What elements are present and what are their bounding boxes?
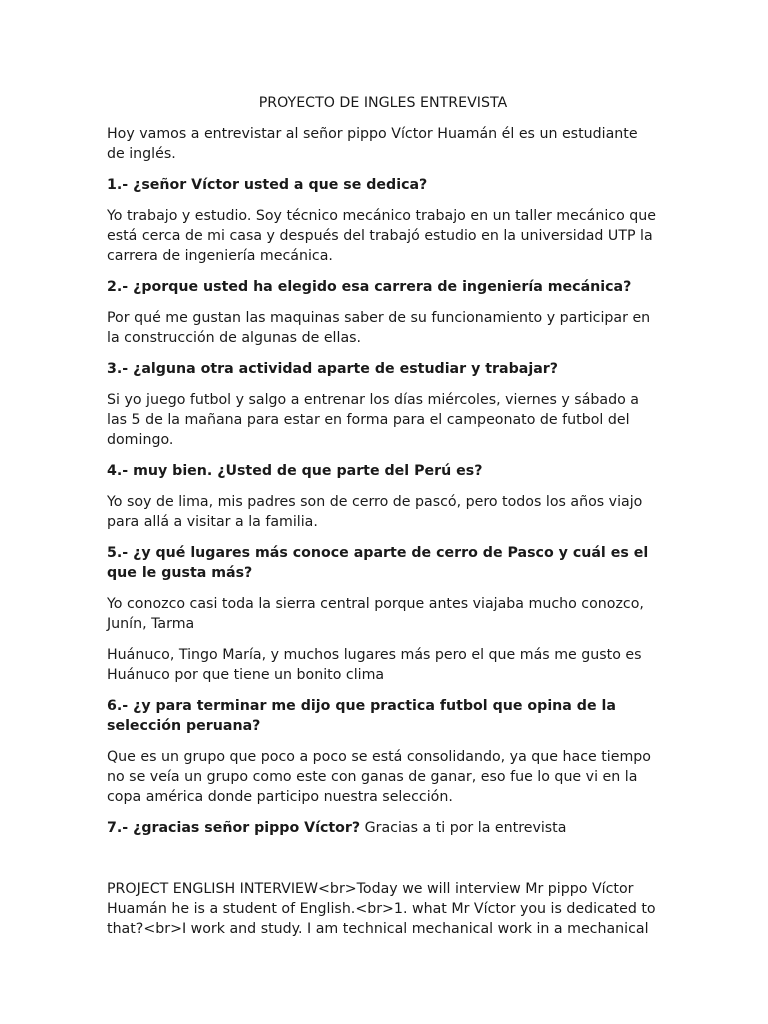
- document-page: [107, 93, 659, 939]
- question-5: 5.- ¿y qué lugares más conoce aparte de cerro de Pasco y cuál es el que le gusta más?: [107, 545, 649, 581]
- spacer: [107, 849, 659, 879]
- question-1: 1.- ¿señor Víctor usted a que se dedica?: [107, 177, 428, 193]
- answer-6-1: Que es un grupo que poco a poco se está consolidando, ya que hace tiempo no se veía un grupo como este con ganas de ganar, eso fue lo que vi en la copa américa donde participo nuestra selección.: [107, 749, 651, 805]
- answer-3-1: Si yo juego futbol y salgo a entrenar los días miércoles, viernes y sábado a las 5 de la mañana para estar en forma para el campeonato de futbol del domingo.: [107, 392, 639, 448]
- question-4: 4.- muy bien. ¿Usted de que parte del Perú es?: [107, 463, 483, 479]
- english-translation: PROJECT ENGLISH INTERVIEW<br>Today we will interview Mr pippo Víctor Huamán he is a student of English.<br>1. what Mr Víctor you is dedicated to that?<br>I work and study. I am technical mechanical work in a mechanical: [107, 881, 656, 937]
- document-title: PROYECTO DE INGLES ENTREVISTA: [258, 95, 508, 111]
- intro-paragraph: Hoy vamos a entrevistar al señor pippo Víctor Huamán él es un estudiante de inglés.: [107, 126, 638, 162]
- closing-question-text: 7.- ¿gracias señor pippo Víctor?: [107, 820, 361, 836]
- question-3: 3.- ¿alguna otra actividad aparte de estudiar y trabajar?: [107, 361, 559, 377]
- question-2: 2.- ¿porque usted ha elegido esa carrera de ingeniería mecánica?: [107, 279, 632, 295]
- answer-5-2: Huánuco, Tingo María, y muchos lugares más pero el que más me gusto es Huánuco por que tiene un bonito clima: [107, 647, 642, 683]
- answer-4-1: Yo soy de lima, mis padres son de cerro de pascó, pero todos los años viajo para allá a visitar a la familia.: [107, 494, 643, 530]
- answer-2-1: Por qué me gustan las maquinas saber de su funcionamiento y participar en la construcción de algunas de ellas.: [107, 310, 651, 346]
- closing-answer: Gracias a ti por la entrevista: [360, 820, 567, 836]
- interview-qa: [107, 175, 659, 807]
- closing-question: [107, 818, 659, 838]
- answer-5-1: Yo conozco casi toda la sierra central porque antes viajaba mucho conozco, Junín, Tarma: [107, 596, 644, 632]
- answer-1-1: Yo trabajo y estudio. Soy técnico mecánico trabajo en un taller mecánico que está cerca de mi casa y después del trabajó estudio en la universidad UTP la carrera de ingeniería mecánica.: [107, 208, 656, 264]
- question-6: 6.- ¿y para terminar me dijo que practica futbol que opina de la selección peruana?: [107, 698, 616, 734]
